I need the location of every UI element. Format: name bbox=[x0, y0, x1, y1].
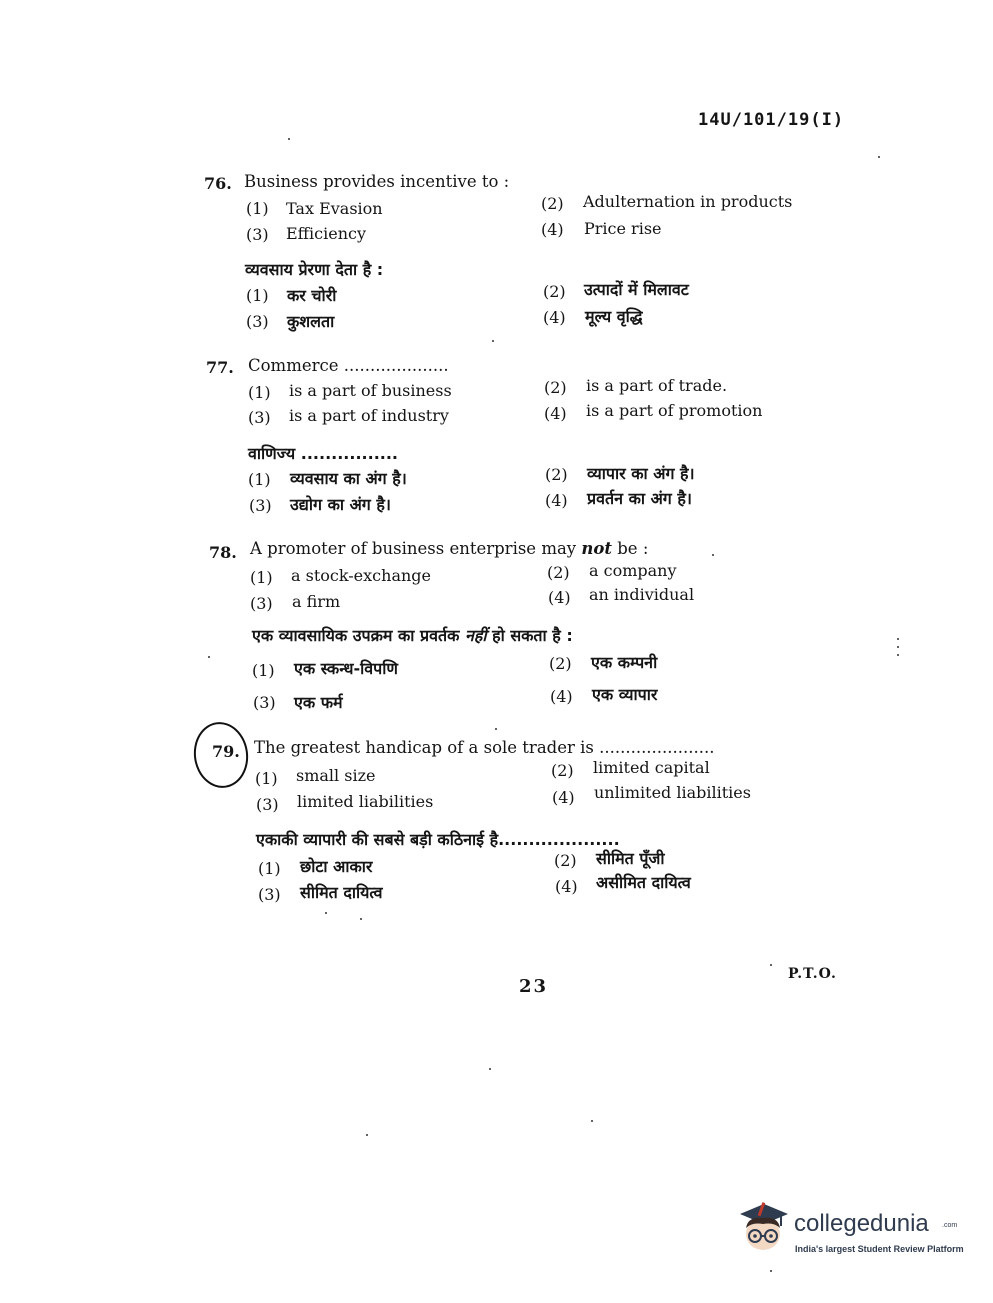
question-text-en: Business provides incentive to : bbox=[244, 172, 510, 191]
option-text: an individual bbox=[589, 585, 695, 604]
option-number: (2) bbox=[545, 465, 568, 484]
scan-speck bbox=[591, 1120, 593, 1122]
question-text-hi: वाणिज्य ................ bbox=[248, 444, 399, 463]
option-text: is a part of trade. bbox=[586, 376, 728, 395]
option-text: Efficiency bbox=[286, 224, 367, 243]
question-text-en-after: be : bbox=[612, 539, 649, 558]
option-number: (4) bbox=[544, 404, 567, 423]
question-text-en: Commerce .................... bbox=[248, 356, 449, 375]
question-text-hi: एकाकी व्यापारी की सबसे बड़ी कठिनाई है.................... bbox=[256, 830, 620, 849]
option-text: प्रवर्तन का अंग है। bbox=[587, 489, 692, 508]
scan-speck bbox=[878, 156, 880, 158]
option-number: (3) bbox=[248, 408, 271, 427]
option-number: (4) bbox=[555, 877, 578, 896]
question-number: 79. bbox=[212, 742, 240, 761]
option-text: उद्योग का अंग है। bbox=[290, 495, 391, 514]
brand-domain: .com bbox=[942, 1222, 958, 1229]
paper-code: 14U/101/19(I) bbox=[698, 110, 845, 130]
option-text: व्यवसाय का अंग है। bbox=[290, 469, 407, 488]
option-text: व्यापार का अंग है। bbox=[587, 464, 695, 483]
scan-speck bbox=[712, 554, 714, 556]
option-number: (1) bbox=[258, 859, 281, 878]
question-number: 78. bbox=[209, 543, 237, 562]
question-text-hi-after: हो सकता है : bbox=[486, 626, 573, 645]
option-text: कर चोरी bbox=[287, 286, 337, 305]
option-number: (2) bbox=[544, 378, 567, 397]
option-text: सीमित दायित्व bbox=[300, 883, 383, 902]
option-text: सीमित पूँजी bbox=[596, 849, 665, 868]
option-text: Adulternation in products bbox=[583, 192, 793, 211]
page-number: 23 bbox=[519, 976, 549, 997]
option-text: limited liabilities bbox=[297, 792, 434, 811]
scan-speck bbox=[366, 1134, 368, 1136]
option-text: छोटा आकार bbox=[300, 857, 373, 876]
brand-name: collegedunia bbox=[794, 1210, 929, 1237]
scan-speck bbox=[897, 638, 899, 640]
question-number: 76. bbox=[204, 174, 232, 193]
option-number: (3) bbox=[246, 225, 269, 244]
option-number: (3) bbox=[249, 496, 272, 515]
option-number: (1) bbox=[250, 568, 273, 587]
option-text: is a part of business bbox=[289, 381, 452, 400]
option-number: (2) bbox=[547, 563, 570, 582]
scan-speck bbox=[495, 728, 497, 730]
scan-speck bbox=[492, 340, 494, 342]
option-number: (3) bbox=[256, 795, 279, 814]
option-number: (1) bbox=[255, 769, 278, 788]
question-text-hi: व्यवसाय प्रेरणा देता है : bbox=[245, 260, 384, 279]
option-number: (3) bbox=[253, 693, 276, 712]
question-text-en-emphasis: not bbox=[581, 539, 612, 558]
option-number: (1) bbox=[252, 661, 275, 680]
option-text: is a part of industry bbox=[289, 406, 449, 425]
option-text: कुशलता bbox=[287, 312, 335, 331]
scan-speck bbox=[770, 1270, 772, 1272]
brand-tagline: India's largest Student Review Platform bbox=[795, 1244, 964, 1254]
option-number: (1) bbox=[246, 286, 269, 305]
question-number: 77. bbox=[206, 358, 234, 377]
option-number: (4) bbox=[550, 687, 573, 706]
option-text: एक फर्म bbox=[294, 693, 343, 712]
option-text: Tax Evasion bbox=[286, 199, 383, 218]
option-text: मूल्य वृद्धि bbox=[585, 307, 643, 326]
option-number: (1) bbox=[248, 383, 271, 402]
option-text: unlimited liabilities bbox=[594, 783, 751, 802]
option-number: (3) bbox=[258, 885, 281, 904]
option-number: (4) bbox=[552, 788, 575, 807]
option-number: (2) bbox=[551, 761, 574, 780]
scan-speck bbox=[897, 646, 899, 648]
pto-label: P.T.O. bbox=[788, 966, 837, 982]
question-text-hi-before: एक व्यावसायिक उपक्रम का प्रवर्तक bbox=[252, 626, 466, 645]
option-number: (4) bbox=[541, 220, 564, 239]
option-text: एक स्कन्ध-विपणि bbox=[294, 659, 398, 678]
mascot-logo-icon bbox=[734, 1198, 792, 1256]
option-text: उत्पादों में मिलावट bbox=[584, 280, 689, 299]
option-number: (1) bbox=[248, 470, 271, 489]
option-text: एक व्यापार bbox=[592, 685, 658, 704]
option-number: (4) bbox=[543, 308, 566, 327]
scan-speck bbox=[489, 1068, 491, 1070]
option-number: (1) bbox=[246, 199, 269, 218]
scan-speck bbox=[360, 918, 362, 920]
option-text: a firm bbox=[292, 592, 341, 611]
question-text-en-before: A promoter of business enterprise may bbox=[250, 539, 582, 558]
option-text: a company bbox=[589, 561, 677, 580]
scan-speck bbox=[325, 912, 327, 914]
option-text: limited capital bbox=[593, 758, 710, 777]
option-text: एक कम्पनी bbox=[591, 653, 658, 672]
option-number: (2) bbox=[543, 282, 566, 301]
option-number: (4) bbox=[545, 491, 568, 510]
option-text: small size bbox=[296, 766, 376, 785]
option-number: (4) bbox=[548, 588, 571, 607]
option-number: (3) bbox=[250, 594, 273, 613]
option-text: is a part of promotion bbox=[586, 401, 763, 420]
scan-speck bbox=[288, 138, 290, 140]
option-number: (2) bbox=[549, 654, 572, 673]
option-number: (2) bbox=[541, 194, 564, 213]
question-text-hi-emphasis: नहीं bbox=[465, 626, 487, 645]
scan-speck bbox=[208, 656, 210, 658]
question-text-hi bbox=[252, 624, 573, 646]
option-number: (2) bbox=[554, 851, 577, 870]
scan-speck bbox=[770, 964, 772, 966]
option-text: Price rise bbox=[584, 219, 662, 238]
question-text-en: The greatest handicap of a sole trader is ...................... bbox=[254, 738, 715, 757]
option-text: a stock-exchange bbox=[291, 566, 431, 585]
question-text-en bbox=[250, 539, 648, 558]
option-text: असीमित दायित्व bbox=[596, 873, 691, 892]
scan-speck bbox=[897, 654, 899, 656]
option-number: (3) bbox=[246, 312, 269, 331]
